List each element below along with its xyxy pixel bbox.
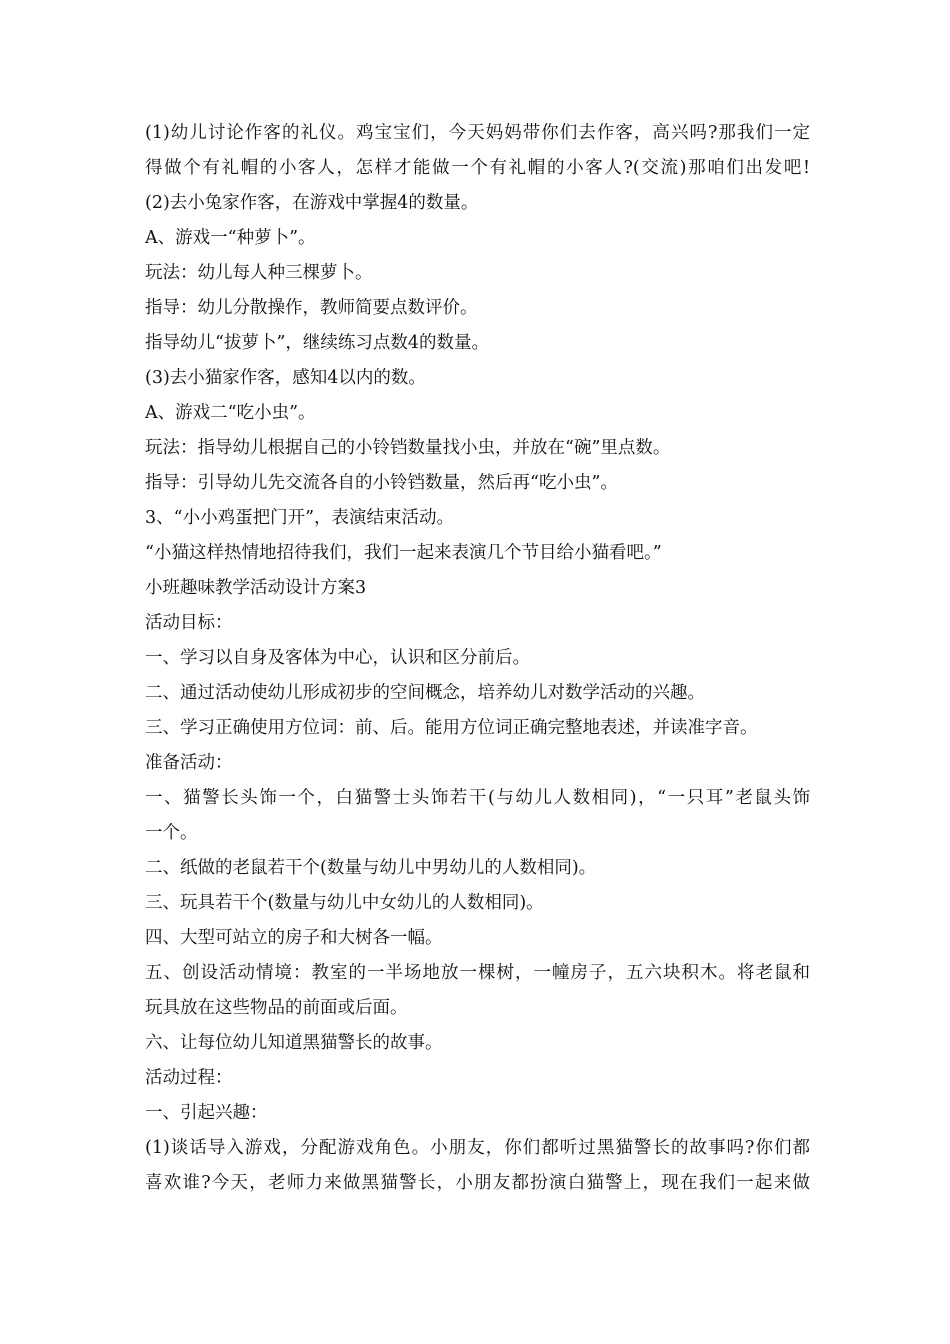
section-heading: 小班趣味教学活动设计方案3: [145, 578, 367, 598]
paragraph-line: 喜欢谁?今天，老师力来做黑猫警长，小朋友都扮演白猫警上，现在我们一起来做: [145, 1173, 810, 1193]
paragraph-line: 一、猫警长头饰一个，白猫警士头饰若干(与幼儿人数相同)，“一只耳”老鼠头饰: [145, 788, 810, 808]
paragraph-line: A、游戏二“吃小虫”。: [145, 403, 316, 423]
paragraph-line: 玩具放在这些物品的前面或后面。: [145, 998, 408, 1018]
paragraph-line: “小猫这样热情地招待我们，我们一起来表演几个节目给小猫看吧。”: [145, 543, 662, 563]
paragraph-line: 三、学习正确使用方位词：前、后。能用方位词正确完整地表述，并读准字音。: [145, 718, 758, 738]
paragraph-line: 一、学习以自身及客体为中心，认识和区分前后。: [145, 648, 530, 668]
subheading: 活动目标：: [145, 613, 233, 633]
paragraph-line: 指导幼儿“拔萝卜”，继续练习点数4的数量。: [145, 333, 490, 353]
paragraph-line: 五、创设活动情境：教室的一半场地放一棵树，一幢房子，五六块积木。将老鼠和: [145, 963, 810, 983]
paragraph-line: 3、“小小鸡蛋把门开”，表演结束活动。: [145, 508, 455, 528]
paragraph-line: (2)去小兔家作客，在游戏中掌握4的数量。: [145, 193, 479, 213]
paragraph-line: 二、纸做的老鼠若干个(数量与幼儿中男幼儿的人数相同)。: [145, 858, 597, 878]
paragraph-line: 得做个有礼帽的小客人，怎样才能做一个有礼帽的小客人?(交流)那咱们出发吧!: [145, 158, 810, 178]
paragraph-line: 三、玩具若干个(数量与幼儿中女幼儿的人数相同)。: [145, 893, 544, 913]
document-page: [145, 116, 810, 1201]
paragraph-line: 一、引起兴趣：: [145, 1103, 268, 1123]
subheading: 活动过程：: [145, 1068, 233, 1088]
paragraph-line: 玩法：幼儿每人种三棵萝卜。: [145, 263, 373, 283]
paragraph-line: (1)幼儿讨论作客的礼仪。鸡宝宝们，今天妈妈带你们去作客，高兴吗?那我们一定: [145, 123, 810, 143]
subheading: 准备活动：: [145, 753, 233, 773]
paragraph-line: A、游戏一“种萝卜”。: [145, 228, 316, 248]
paragraph-line: 一个。: [145, 823, 198, 843]
paragraph-line: (3)去小猫家作客，感知4以内的数。: [145, 368, 426, 388]
paragraph-line: 指导：引导幼儿先交流各自的小铃铛数量，然后再“吃小虫”。: [145, 473, 618, 493]
paragraph-line: 二、通过活动使幼儿形成初步的空间概念，培养幼儿对数学活动的兴趣。: [145, 683, 705, 703]
paragraph-line: (1)谈话导入游戏，分配游戏角色。小朋友，你们都听过黑猫警长的故事吗?你们都: [145, 1138, 810, 1158]
paragraph-line: 玩法：指导幼儿根据自己的小铃铛数量找小虫，并放在“碗”里点数。: [145, 438, 671, 458]
paragraph-line: 六、让每位幼儿知道黑猫警长的故事。: [145, 1033, 443, 1053]
paragraph-line: 指导：幼儿分散操作，教师简要点数评价。: [145, 298, 478, 318]
paragraph-line: 四、大型可站立的房子和大树各一幅。: [145, 928, 443, 948]
